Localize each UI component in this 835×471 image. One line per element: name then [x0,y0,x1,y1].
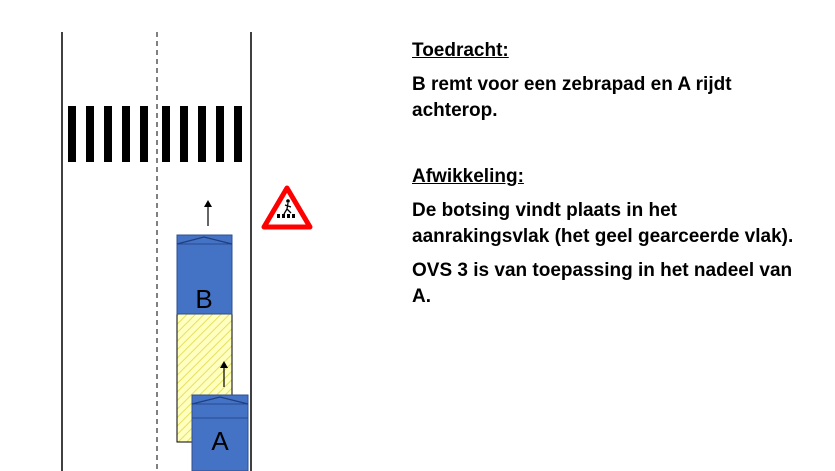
car-b [177,235,232,314]
up-arrow-icon [204,200,212,226]
toedracht-text: B remt voor een zebrapad en A rijdt achterop. [412,74,732,121]
car-b-label: B [195,284,213,314]
traffic-scene [0,0,400,471]
ovs-text: OVS 3 is van toepassing in het nadeel van A. [412,260,793,307]
description-panel [412,38,812,310]
pedestrian-crossing-warning-icon [264,188,310,227]
car-a-label: A [211,426,229,456]
afwikkeling-text: De botsing vindt plaats in het aanrakingsvlak (het geel gearceerde vlak). [412,200,794,247]
car-a [192,395,248,471]
heading-afwikkeling: Afwikkeling: [412,166,524,187]
zebra-crossing [68,106,242,162]
heading-toedracht: Toedracht: [412,40,509,61]
